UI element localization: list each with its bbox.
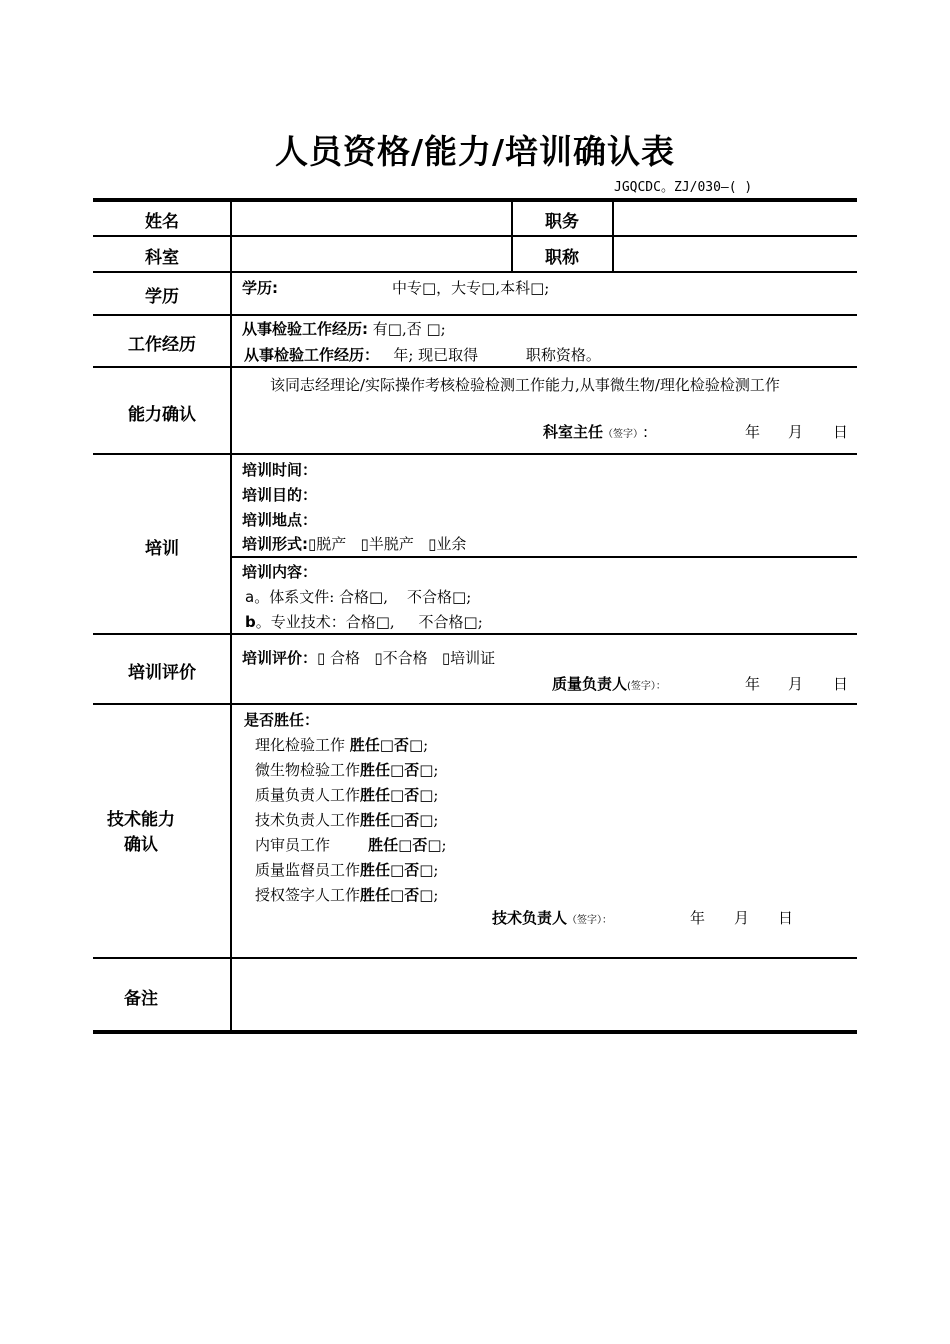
work-line-2 (244, 345, 601, 365)
tech-day: 日 (778, 909, 794, 927)
prof-title-field[interactable] (614, 237, 857, 271)
tech-item-name: 理化检验工作 (255, 736, 350, 754)
training-time: 培训时间： (242, 461, 318, 479)
list-item (255, 785, 447, 810)
dept-field[interactable] (232, 237, 511, 271)
ability-signature (543, 422, 648, 445)
label-prof-title: 职称 (545, 248, 579, 268)
inner-divider (231, 556, 857, 558)
label-training-eval: 培训评价 (128, 663, 196, 683)
label-tech-ability-line1: 技术能力 (107, 810, 175, 830)
item-b-prefix: b (245, 613, 256, 631)
row-divider (93, 633, 857, 635)
training-place: 培训地点： (242, 511, 318, 529)
eval-day: 日 (833, 675, 849, 693)
tech-item-option: 胜任□否□ (360, 811, 434, 829)
sign-note: (签字）： (627, 681, 666, 692)
tech-item-option: 胜任□否□ (360, 761, 434, 779)
tech-item-end: ; (433, 786, 439, 804)
label-remarks: 备注 (124, 989, 158, 1009)
work-line-2-label: 从事检验工作经历： (244, 346, 380, 364)
tech-item-option: 胜任□否□ (360, 786, 434, 804)
tech-item-end: ; (433, 886, 439, 904)
training-form-label: 培训形式: (242, 535, 308, 553)
row-divider (93, 314, 857, 316)
remarks-field[interactable] (232, 959, 857, 1030)
tech-signer: 技术负责人 (492, 909, 568, 927)
label-training: 培训 (145, 539, 179, 559)
tech-item-option: 胜任□否□ (360, 886, 434, 904)
tech-item-end: ; (433, 811, 439, 829)
ability-text: 该同志经理论/实际操作考核检验检测工作能力,从事微生物/理化检验检测工作 (270, 376, 780, 394)
work-line-1-options: 有□,否 □; (368, 320, 446, 338)
sign-colon: : (643, 423, 649, 441)
name-field[interactable] (232, 202, 511, 235)
document-number: JGQCDC。ZJ/030—( ) (614, 180, 753, 195)
eval-month: 月 (788, 675, 804, 693)
ability-day: 日 (833, 423, 849, 441)
tech-item-list (255, 735, 447, 910)
tech-item-option: 胜任□否□ (349, 736, 424, 754)
tech-item-end: ; (433, 761, 439, 779)
item-b-text: 。专业技术：合格□, 不合格□; (255, 613, 483, 631)
ability-signer: 科室主任 (543, 423, 604, 441)
training-eval-line (242, 648, 495, 668)
training-form (242, 534, 466, 554)
tech-header: 是否胜任： (244, 711, 320, 729)
training-purpose: 培训目的： (242, 486, 318, 504)
tech-signature (492, 908, 612, 931)
list-item (255, 835, 447, 860)
label-education: 学历 (145, 287, 179, 307)
tech-item-name: 质量监督员工作 (255, 861, 361, 879)
row-divider (93, 366, 857, 368)
list-item (255, 885, 447, 910)
row-divider (93, 271, 857, 273)
education-label: 学历: (242, 279, 278, 297)
position-field[interactable] (614, 202, 857, 235)
list-item (255, 860, 447, 885)
list-item (255, 760, 447, 785)
label-dept: 科室 (145, 248, 179, 268)
eval-year: 年 (745, 675, 761, 693)
item-a-text: 。体系文件: 合格□, 不合格□; (254, 588, 472, 606)
list-item (255, 735, 447, 760)
training-content-b (245, 612, 483, 632)
row-divider (93, 453, 857, 455)
ability-month: 月 (788, 423, 804, 441)
training-content-label: 培训内容： (242, 563, 318, 581)
work-line-1-label: 从事检验工作经历: (242, 320, 368, 338)
work-line-1 (242, 319, 446, 339)
tech-item-name: 授权签字人工作 (255, 886, 361, 904)
page-title: 人员资格/能力/培训确认表 (274, 132, 676, 171)
tech-item-option: 胜任□否□ (368, 836, 442, 854)
eval-signature (552, 674, 666, 697)
label-tech-ability (93, 808, 189, 858)
tech-item-end: ; (423, 736, 429, 754)
ability-year: 年 (745, 423, 761, 441)
training-content-a (245, 587, 471, 607)
row-divider (93, 703, 857, 705)
tech-item-name: 质量负责人工作 (255, 786, 361, 804)
list-item (255, 810, 447, 835)
item-a-prefix: a (245, 588, 255, 606)
tech-item-option: 胜任□否□ (360, 861, 434, 879)
training-form-options: ▯脱产 ▯半脱产 ▯业余 (308, 535, 467, 553)
training-eval-options: ▯ 合格 ▯不合格 ▯培训证 (317, 649, 496, 667)
training-eval-label: 培训评价： (242, 649, 318, 667)
tech-item-end: ; (433, 861, 439, 879)
label-column-divider (230, 200, 232, 1032)
tech-month: 月 (734, 909, 750, 927)
tech-item-name: 微生物检验工作 (255, 761, 361, 779)
label-name: 姓名 (145, 212, 179, 232)
label-tech-ability-line2: 确认 (124, 835, 158, 855)
label-work-experience: 工作经历 (128, 335, 196, 355)
label-position: 职务 (545, 212, 579, 232)
sign-note: （签字）： (567, 915, 613, 926)
education-options: 中专□，大专□,本科□; (392, 279, 550, 297)
tech-item-end: ; (441, 836, 447, 854)
eval-signer: 质量负责人 (552, 675, 628, 693)
sign-note: （签字） (603, 429, 644, 440)
table-bottom-border (93, 1030, 857, 1034)
tech-year: 年 (690, 909, 706, 927)
tech-item-name: 内审员工作 (255, 836, 369, 854)
work-line-2-text: 年; 现已取得 职称资格。 (379, 346, 601, 364)
label-ability-confirm: 能力确认 (128, 405, 196, 425)
tech-item-name: 技术负责人工作 (255, 811, 361, 829)
